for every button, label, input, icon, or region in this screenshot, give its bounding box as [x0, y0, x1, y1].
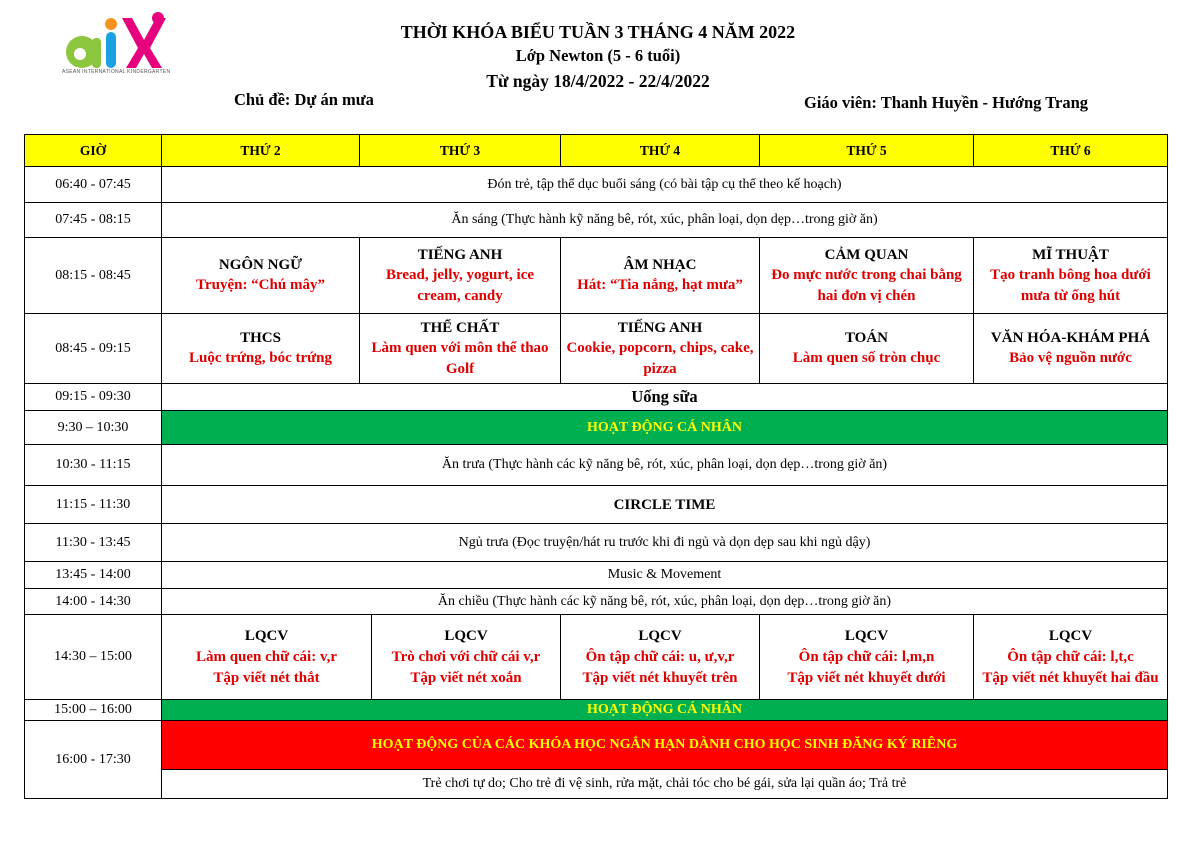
activity-name: Bảo vệ nguồn nước — [1009, 350, 1132, 366]
individual-activity-band: HOẠT ĐỘNG CÁ NHÂN — [162, 700, 1168, 721]
individual-activity-band: HOẠT ĐỘNG CÁ NHÂN — [162, 411, 1168, 445]
time-cell: 9:30 – 10:30 — [25, 411, 162, 445]
time-cell: 14:30 – 15:00 — [25, 615, 162, 700]
subject-name: THCS — [240, 330, 281, 346]
time-cell: 07:45 - 08:15 — [25, 203, 162, 238]
activity-line: Ôn tập chữ cái: u, ư,v,r — [585, 648, 735, 665]
short-course-band: HOẠT ĐỘNG CỦA CÁC KHÓA HỌC NGẮN HẠN DÀNH CHO HỌC SINH ĐĂNG KÝ RIÊNG — [162, 721, 1168, 770]
col-header-mon: THỨ 2 — [162, 135, 360, 167]
date-range: Từ ngày 18/4/2022 - 22/4/2022 — [486, 71, 710, 91]
lqcv-cell-mon — [162, 615, 372, 700]
table-row — [25, 721, 1168, 770]
lqcv-cell-fri — [974, 615, 1168, 700]
activity-line: Tập viết nét khuyết hai đầu — [982, 669, 1159, 686]
lqcv-cell-thu — [760, 615, 974, 700]
activity-cell: Ăn trưa (Thực hành các kỹ năng bê, rót, xúc, phân loại, dọn dẹp…trong giờ ăn) — [162, 445, 1168, 486]
subject-name: NGÔN NGỮ — [218, 257, 303, 273]
activity-line: Làm quen chữ cái: v,r — [195, 648, 338, 665]
table-row — [25, 589, 1168, 615]
activity-name: Truyện: “Chú mây” — [196, 277, 325, 293]
time-cell: 08:45 - 09:15 — [25, 314, 162, 384]
time-cell: 13:45 - 14:00 — [25, 562, 162, 589]
activity-line: Tập viết nét khuyết trên — [582, 669, 738, 686]
theme-label: Chủ đề: Dự án mưa — [234, 90, 374, 109]
table-row — [25, 384, 1168, 411]
col-header-tue: THỨ 3 — [360, 135, 561, 167]
table-row — [25, 486, 1168, 524]
table-row — [25, 314, 1168, 384]
time-cell: 11:15 - 11:30 — [25, 486, 162, 524]
activity-name: Làm quen số tròn chục — [792, 350, 941, 366]
activity-name: Làm quen với môn thể thao Golf — [371, 339, 549, 377]
col-header-fri: THỨ 6 — [974, 135, 1168, 167]
time-cell: 15:00 – 16:00 — [25, 700, 162, 721]
subject-name: LQCV — [1048, 627, 1093, 644]
lesson-cell-fri — [974, 314, 1168, 384]
header-row — [25, 135, 1168, 167]
timetable — [24, 134, 1168, 799]
activity-cell: Đón trẻ, tập thể dục buổi sáng (có bài tập cụ thể theo kế hoạch) — [162, 167, 1168, 203]
lesson-cell-tue — [360, 314, 561, 384]
subject-name: LQCV — [844, 627, 889, 644]
activity-line: Ôn tập chữ cái: l,m,n — [798, 648, 935, 665]
table-row — [25, 562, 1168, 589]
subject-name: ÂM NHẠC — [623, 257, 697, 273]
activity-cell: Music & Movement — [162, 562, 1168, 589]
subject-name: TIẾNG ANH — [617, 319, 703, 336]
col-header-thu: THỨ 5 — [760, 135, 974, 167]
lesson-cell-wed — [561, 238, 760, 314]
activity-cell: Trẻ chơi tự do; Cho trẻ đi vệ sinh, rửa mặt, chải tóc cho bé gái, sửa lại quần áo; Trả trẻ — [162, 770, 1168, 799]
col-header-time: GIỜ — [25, 135, 162, 167]
table-row — [25, 615, 1168, 700]
teacher-label: Giáo viên: Thanh Huyền - Hướng Trang — [804, 93, 1089, 112]
table-row — [25, 524, 1168, 562]
activity-line: Trò chơi với chữ cái v,r — [391, 648, 541, 665]
subject-name: TOÁN — [844, 330, 889, 346]
lesson-cell-thu — [760, 314, 974, 384]
subject-name: MĨ THUẬT — [1032, 246, 1109, 263]
activity-name: Đo mực nước trong chai bằng hai đơn vị chén — [771, 266, 962, 304]
table-row — [25, 238, 1168, 314]
logo-tagline: ASEAN INTERNATIONAL KINDERGARTEN — [62, 69, 171, 75]
subject-name: LQCV — [444, 627, 488, 644]
activity-line: Tập viết nét thắt — [213, 669, 320, 686]
subject-name: VĂN HÓA-KHÁM PHÁ — [990, 330, 1151, 346]
subject-name: CẢM QUAN — [824, 246, 909, 263]
activity-line: Tập viết nét xoắn — [410, 669, 522, 686]
time-cell: 10:30 - 11:15 — [25, 445, 162, 486]
activity-line: Tập viết nét khuyết dưới — [787, 669, 946, 686]
lesson-cell-fri — [974, 238, 1168, 314]
activity-cell: CIRCLE TIME — [162, 486, 1168, 524]
lesson-cell-mon — [162, 238, 360, 314]
lesson-cell-tue — [360, 238, 561, 314]
class-name: Lớp Newton (5 - 6 tuổi) — [515, 46, 681, 65]
subject-name: THỂ CHẤT — [420, 319, 500, 336]
activity-name: Luộc trứng, bóc trứng — [189, 350, 332, 366]
table-row — [25, 700, 1168, 721]
subject-name: LQCV — [244, 627, 289, 644]
table-row — [25, 445, 1168, 486]
lesson-cell-thu — [760, 238, 974, 314]
table-row — [25, 203, 1168, 238]
activity-name: Bread, jelly, yogurt, ice cream, candy — [385, 266, 535, 304]
activity-cell: Uống sữa — [162, 384, 1168, 411]
subject-name: TIẾNG ANH — [417, 246, 503, 263]
lqcv-cell-tue — [372, 615, 561, 700]
lqcv-cell-wed — [561, 615, 760, 700]
activity-cell: Ngủ trưa (Đọc truyện/hát ru trước khi đi ngủ và dọn dẹp sau khi ngủ dậy) — [162, 524, 1168, 562]
activity-line: Ôn tập chữ cái: l,t,c — [1007, 648, 1134, 665]
activity-name: Tạo tranh bông hoa dưới mưa từ ống hút — [990, 266, 1151, 304]
time-cell: 08:15 - 08:45 — [25, 238, 162, 314]
col-header-wed: THỨ 4 — [561, 135, 760, 167]
activity-name: Cookie, popcorn, chips, cake, pizza — [566, 339, 754, 377]
time-cell: 16:00 - 17:30 — [25, 721, 162, 799]
activity-cell: Ăn sáng (Thực hành kỹ năng bê, rót, xúc, phân loại, dọn dẹp…trong giờ ăn) — [162, 203, 1168, 238]
time-cell: 06:40 - 07:45 — [25, 167, 162, 203]
table-row — [25, 411, 1168, 445]
lesson-cell-wed — [561, 314, 760, 384]
time-cell: 11:30 - 13:45 — [25, 524, 162, 562]
table-row — [25, 770, 1168, 799]
table-row — [25, 167, 1168, 203]
subject-name: LQCV — [638, 627, 682, 644]
time-cell: 14:00 - 14:30 — [25, 589, 162, 615]
schedule-title: THỜI KHÓA BIỂU TUẦN 3 THÁNG 4 NĂM 2022 — [400, 22, 796, 42]
activity-name: Hát: “Tia nắng, hạt mưa” — [577, 277, 743, 293]
lesson-cell-mon — [162, 314, 360, 384]
time-cell: 09:15 - 09:30 — [25, 384, 162, 411]
activity-cell: Ăn chiều (Thực hành các kỹ năng bê, rót, xúc, phân loại, dọn dẹp…trong giờ ăn) — [162, 589, 1168, 615]
